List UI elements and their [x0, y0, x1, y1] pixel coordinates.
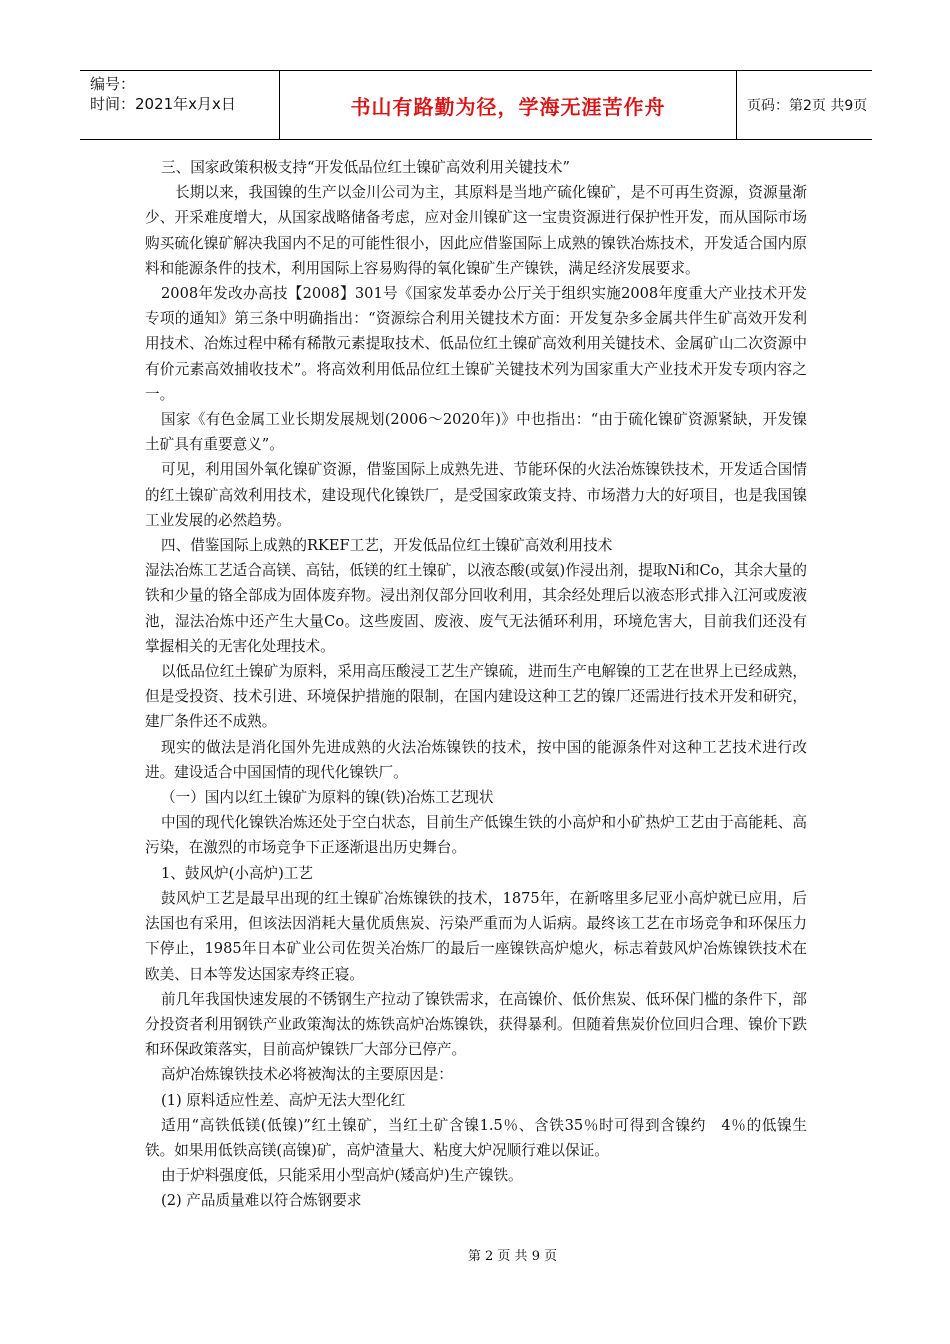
page-header [80, 70, 872, 140]
paragraph: 2008年发改办高技【2008】301号《国家发革委办公厅关于组织实施2008年度重大产业技术开发专项的通知》第三条中明确指出：“资源综合利用关键技术方面：开发复杂多金属共伴生矿高效开发利用技术、冶炼过程中稀有稀散元素提取技术、低品位红土镍矿高效利用关键技术、金属矿山二次资源中有价元素高效捕收技术”。将高效利用低品位红土镍矿关键技术列为国家重大产业技术开发专项内容之一。 [145, 285, 807, 403]
paragraph: 以低品位红土镍矿为原料，采用高压酸浸工艺生产镍硫，进而生产电解镍的工艺在世界上已经成熟，但是受投资、技术引进、环境保护措施的限制，在国内建设这种工艺的镍厂还需进行技术开发和研究，建厂条件还不成熟。 [145, 663, 807, 731]
paragraph: 国家《有色金属工业长期发展规划(2006～2020年)》中也指出：“由于硫化镍矿资源紧缺，开发镍土矿具有重要意义”。 [145, 411, 807, 454]
paragraph: 鼓风炉工艺是最早出现的红土镍矿冶炼镍铁的技术，1875年，在新喀里多尼亚小高炉就已应用，后法国也有采用，但该法因消耗大量优质焦炭、污染严重而为人诟病。最终该工艺在市场竞争和环保压力下停止，1985年日本矿业公司佐贺关冶炼厂的最后一座镍铁高炉熄火，标志着鼓风炉冶炼镍铁技术在欧美、日本等发达国家寿终正寝。 [145, 889, 807, 983]
header-motto: 书山有路勤为径，学海无涯苦作舟 [350, 94, 666, 119]
paragraph: 适用“高铁低镁(低镍)”红土镍矿，当红土矿含镍1.5％、含铁35％时可得到含镍约 4％的低镍生铁。如果用低铁高镁(高镍)矿，高炉渣量大、粘度大炉况顺行难以保证。 [145, 1116, 807, 1159]
code-label: 编号： [90, 75, 136, 93]
subsection-heading: （一）国内以红土镍矿为原料的镍(铁)冶炼工艺现状 [161, 789, 494, 807]
paragraph: 现实的做法是消化国外先进成熟的火法冶炼镍铁的技术，按中国的能源条件对这种工艺技术进行改进。建设适合中国国情的现代化镍铁厂。 [145, 738, 807, 781]
paragraph: 长期以来，我国镍的生产以金川公司为主，其原料是当地产硫化镍矿，是不可再生资源，资源量渐少、开采难度增大，从国家战略储备考虑，应对金川镍矿这一宝贵资源进行保护性开发，而从国际市场购买硫化镍矿解决我国内不足的可能性很小，因此应借鉴国际上成熟的镍铁冶炼技术，开发适合国内原料和能源条件的技术，利用国际上容易购得的氧化镍矿生产镍铁，满足经济发展要求。 [145, 184, 807, 277]
list-heading: (2) 产品质量难以符合炼钢要求 [161, 1192, 362, 1210]
paragraph: 可见，利用国外氧化镍矿资源，借鉴国际上成熟先进、节能环保的火法冶炼镍铁技术，开发适合国情的红土镍矿高效利用技术，建设现代化镍铁厂，是受国家政策支持、市场潜力大的好项目，也是我国镍工业发展的必然趋势。 [145, 461, 807, 529]
time-label: 时间：2021年x月x日 [90, 95, 236, 113]
document-body [145, 155, 807, 1214]
header-meta [80, 71, 279, 139]
header-page-info: 页码：第2页 共9页 [747, 98, 868, 114]
subsection-heading: 1、鼓风炉(小高炉)工艺 [161, 864, 314, 882]
section-heading: 三、国家政策积极支持“开发低品位红土镍矿高效利用关键技术” [161, 159, 570, 176]
paragraph: 高炉冶炼镍铁技术必将被淘汰的主要原因是： [161, 1066, 453, 1084]
list-heading: (1) 原料适应性差、高炉无法大型化红 [161, 1091, 406, 1109]
paragraph: 由于炉料强度低，只能采用小型高炉(矮高炉)生产镍铁。 [161, 1167, 523, 1185]
section-heading: 四、借鉴国际上成熟的RKEF工艺，开发低品位红土镍矿高效利用技术 [161, 537, 613, 555]
paragraph: 中国的现代化镍铁冶炼还处于空白状态，目前生产低镍生铁的小高炉和小矿热炉工艺由于高能耗、高污染，在激烈的市场竞争下正逐渐退出历史舞台。 [145, 814, 807, 857]
paragraph: 前几年我国快速发展的不锈钢生产拉动了镍铁需求，在高镍价、低价焦炭、低环保门槛的条件下，部分投资者利用钢铁产业政策淘汰的炼铁高炉冶炼镍铁，获得暴利。但随着焦炭价位回归合理、镍价下跌和环保政策落实，目前高炉镍铁厂大部分已停产。 [145, 990, 807, 1059]
page-footer: 第 2 页 共 9 页 [467, 1249, 558, 1264]
paragraph: 湿法冶炼工艺适合高镁、高钴，低镁的红土镍矿，以液态酸(或氨)作浸出剂，提取Ni和Co，其余大量的铁和少量的铬全部成为固体废弃物。浸出剂仅部分回收利用，其余经处理后以液态形式排入江河或废液池，湿法冶炼中还产生大量Co。这些废固、废液、废气无法循环利用，环境危害大，目前我们还没有掌握相关的无害化处理技术。 [145, 562, 807, 655]
